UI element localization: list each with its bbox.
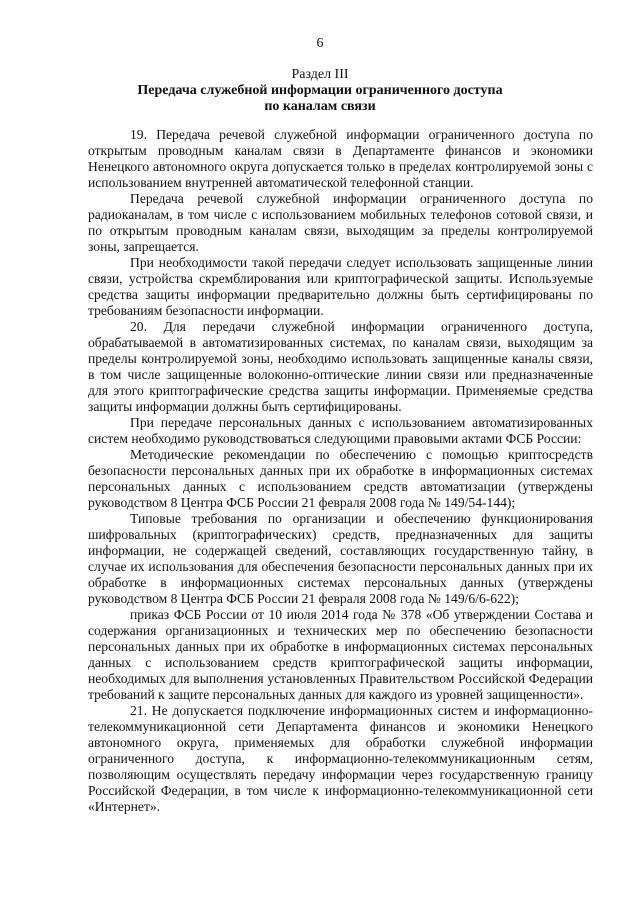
paragraph-20: 20. Для передачи служебной информации ограниченного доступа, обрабатываемой в автоматизированных системах, по каналам связи, выходящим за пределы контролируемой зоны, необходимо использовать защищенные каналы связи, в том числе защищенные волоконно-оптические линии связи или предназначенные для этого криптографические средства защиты информации. Применяемые средства защиты информации должны быть сертифицированы. <box>88 319 593 414</box>
legal-act-item: приказ ФСБ России от 10 июля 2014 года № 378 «Об утверждении Состава и содержания организационных и технических мер по обеспечению безопасности персональных данных при их обработке в информационных системах персональных данных с использованием средств криптографической защиты информации, необходимых для выполнения установленных Правительством Российской Федерации требований к защите персональных данных для каждого из уровней защищенности». <box>88 607 593 702</box>
section-heading <box>0 67 640 115</box>
paragraph-21: 21. Не допускается подключение информационных систем и информационно-телекоммуникационной сети Департамента финансов и экономики Ненецкого автономного округа, применяемых для обработки служебной информации ограниченного доступа, к информационно-телекоммуникационным сетям, позволяющим осуществлять передачу информации через государственную границу Российской Федерации, в том числе к информационно-телекоммуникационной сети «Интернет». <box>88 703 593 814</box>
paragraph: При необходимости такой передачи следует использовать защищенные линии связи, устройства скремблирования или криптографической защиты. Используемые средства защиты информации предварительно должны быть сертифицированы по требованиям безопасности информации. <box>88 255 593 318</box>
paragraph: При передаче персональных данных с использованием автоматизированных систем необходимо руководствоваться следующими правовыми актами ФСБ России: <box>88 415 593 446</box>
paragraph-19: 19. Передача речевой служебной информации ограниченного доступа по открытым проводным каналам связи в Департаменте финансов и экономики Ненецкого автономного округа допускается только в пределах контролируемой зоны с использованием внутренней автоматической телефонной станции. <box>88 127 593 190</box>
legal-act-item: Типовые требования по организации и обеспечению функционирования шифровальных (криптографических) средств, предназначенных для защиты информации, не содержащей сведений, составляющих государственную тайну, в случае их использования для обеспечения безопасности персональных данных при их обработке в информационных системах персональных данных (утверждены руководством 8 Центра ФСБ России 21 февраля 2008 года № 149/6/6-622); <box>88 511 593 606</box>
section-title-line-2: по каналам связи <box>264 99 376 114</box>
section-title-line-1: Передача служебной информации ограниченного доступа <box>137 83 503 98</box>
paragraph: Передача речевой служебной информации ограниченного доступа по радиоканалам, в том числе с использованием мобильных телефонов сотовой связи, и по открытым проводным каналам связи, выходящим за пределы контролируемой зоны, запрещается. <box>88 191 593 254</box>
page-number: 6 <box>316 36 324 51</box>
section-label: Раздел III <box>291 67 349 82</box>
legal-act-item: Методические рекомендации по обеспечению с помощью криптосредств безопасности персональных данных при их обработке в информационных системах персональных данных с использованием средств автоматизации (утверждены руководством 8 Центра ФСБ России 21 февраля 2008 года № 149/54-144); <box>88 447 593 510</box>
document-body <box>88 127 593 815</box>
